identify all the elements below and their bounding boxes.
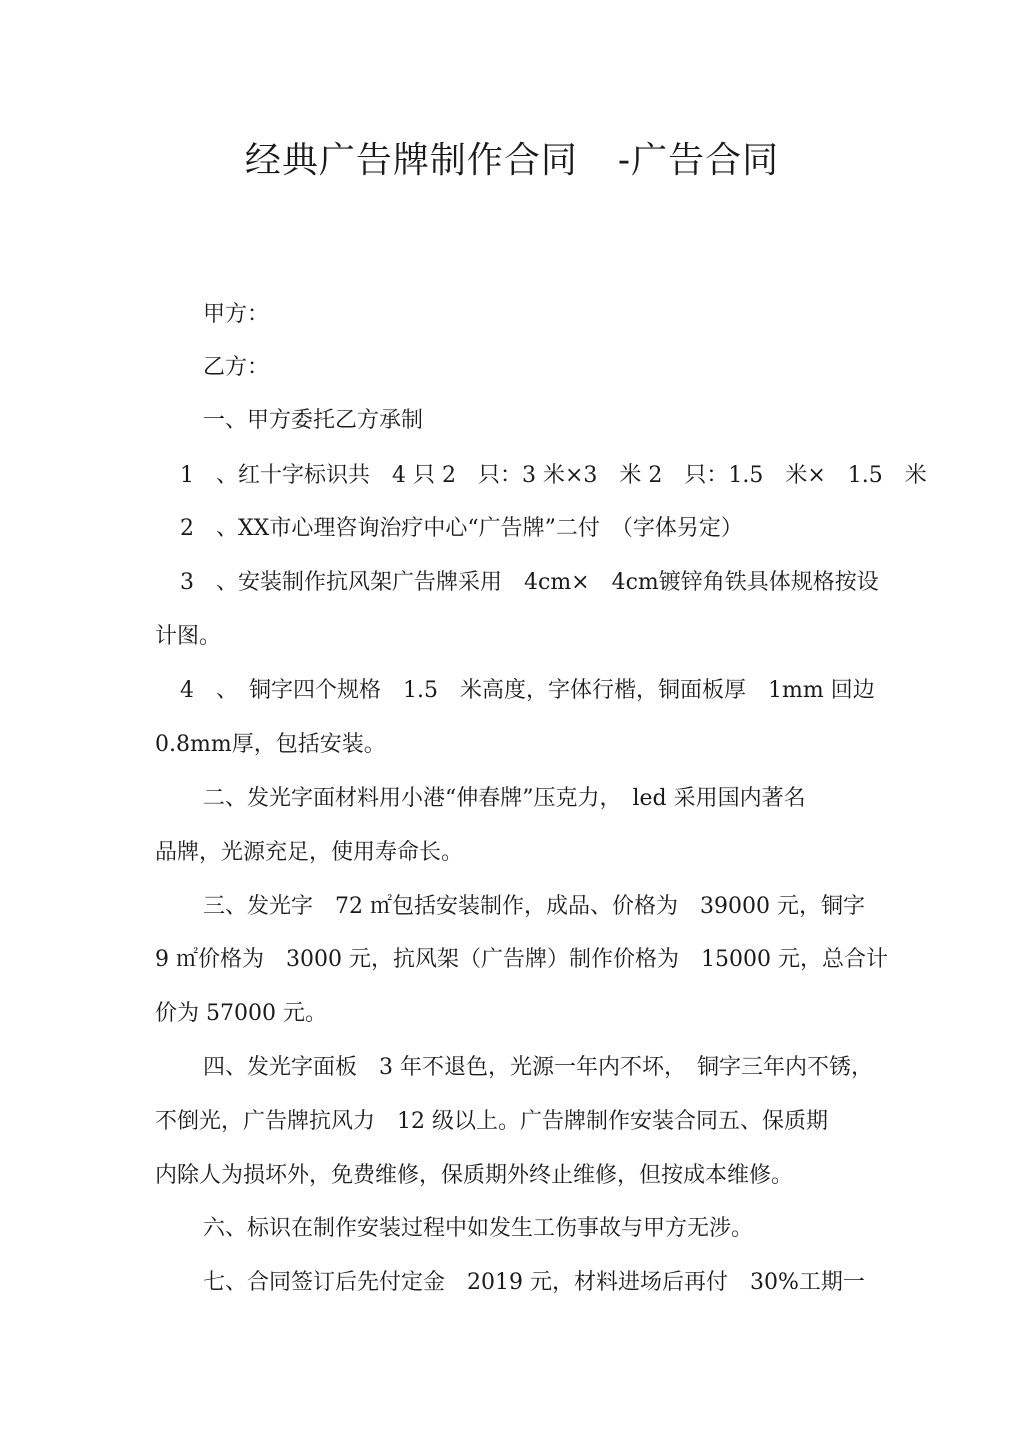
party-a-line: 甲方： — [203, 302, 270, 327]
section-4: 四、发光字面板 3 年不退色，光源一年内不坏， 铜字三年内不锈， — [203, 1055, 873, 1080]
clause-1-4: 4 、 铜字四个规格 1.5 米高度，字体行楷，铜面板厚 1mm 回边 — [180, 678, 875, 703]
section-3-cont-1: 9 ㎡价格为 3000 元，抗风架（广告牌）制作价格为 15000 元，总合计 — [155, 947, 888, 972]
clause-1-4-cont: 0.8mm厚，包括安装。 — [155, 732, 386, 757]
clause-1-3: 3 、安装制作抗风架广告牌采用 4cm× 4cm镀锌角铁具体规格按设 — [180, 570, 879, 595]
section-4-cont-2: 内除人为损坏外，免费维修，保质期外终止维修，但按成本维修。 — [155, 1163, 794, 1188]
section-4-cont-1: 不倒光，广告牌抗风力 12 级以上。广告牌制作安装合同五、保质期 — [155, 1109, 828, 1134]
section-2-cont: 品牌，光源充足，使用寿命长。 — [155, 840, 464, 865]
title-main: 经典广告牌制作合同 — [244, 140, 578, 181]
section-1-heading: 一、甲方委托乙方承制 — [203, 408, 424, 433]
document-title — [0, 132, 1024, 183]
party-b-line: 乙方： — [203, 355, 270, 380]
title-sub: -广告合同 — [617, 140, 780, 181]
section-7: 七、合同签订后先付定金 2019 元，材料进场后再付 30%工期一 — [203, 1270, 865, 1295]
clause-1-3-cont: 计图。 — [155, 624, 222, 649]
section-3: 三、发光字 72 ㎡包括安装制作，成品、价格为 39000 元，铜字 — [203, 894, 865, 919]
section-6: 六、标识在制作安装过程中如发生工伤事故与甲方无涉。 — [203, 1216, 754, 1241]
section-3-cont-2: 价为 57000 元。 — [155, 1001, 327, 1026]
clause-1-2: 2 、XX市心理咨询治疗中心“广告牌”二付 （字体另定） — [180, 516, 743, 541]
clause-1-1: 1 、红十字标识共 4 只 2 只：3 米×3 米 2 只：1.5 米× 1.5 米 — [180, 463, 927, 488]
section-2: 二、发光字面材料用小港“伸春牌”压克力， led 采用国内著名 — [203, 786, 806, 811]
